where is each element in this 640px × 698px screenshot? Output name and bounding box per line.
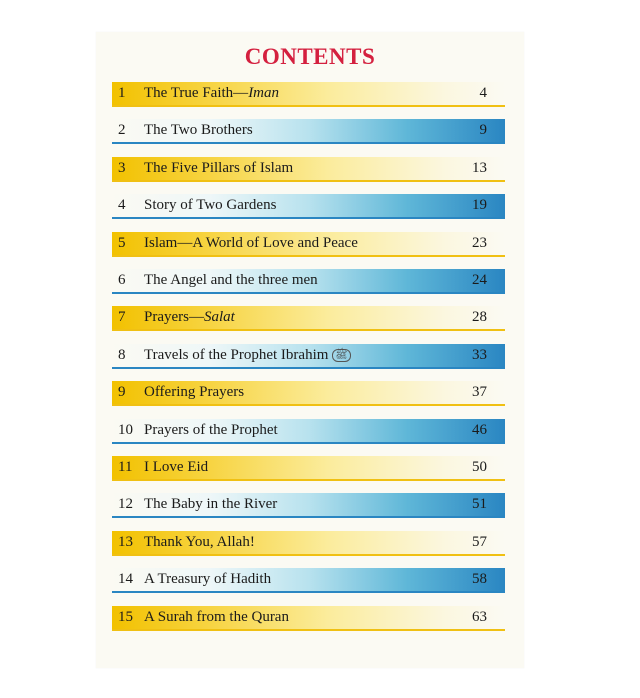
toc-entry bbox=[112, 306, 505, 331]
toc-entry bbox=[112, 344, 505, 369]
toc-entry-title bbox=[144, 609, 289, 626]
toc-entry-title-text: A Surah from the Quran bbox=[144, 608, 289, 625]
toc-entry-page-number: 4 bbox=[479, 85, 487, 101]
toc-entry-number: 1 bbox=[118, 85, 126, 101]
toc-entry bbox=[112, 82, 505, 107]
toc-entry bbox=[112, 381, 505, 406]
toc-entry-title-text: The True Faith— bbox=[144, 85, 249, 101]
toc-entry bbox=[112, 157, 505, 182]
toc-entry-title-italic: Salat bbox=[204, 309, 235, 326]
toc-entry-page-number: 33 bbox=[472, 346, 487, 363]
toc-entry-page-number: 46 bbox=[472, 421, 487, 438]
toc-entry-title-text: I Love Eid bbox=[144, 459, 209, 475]
toc-entry-title-text: A Treasury of Hadith bbox=[144, 571, 272, 588]
toc-entry-title-text: Prayers of the Prophet bbox=[144, 421, 278, 438]
toc-entry-title-text: Story of Two Gardens bbox=[144, 197, 277, 214]
toc-entry-number: 7 bbox=[118, 309, 126, 326]
page-title: CONTENTS bbox=[244, 44, 376, 69]
toc-entry-title bbox=[144, 309, 235, 326]
toc-entry bbox=[112, 194, 505, 219]
toc-entry-page-number: 37 bbox=[472, 384, 487, 401]
toc-entry-title bbox=[144, 85, 279, 102]
toc-entry-page-number: 58 bbox=[472, 571, 487, 588]
toc-entry-title bbox=[144, 122, 253, 139]
toc-entry-page-number: 50 bbox=[472, 459, 487, 475]
toc-entry-title-text: The Angel and the three men bbox=[144, 272, 318, 288]
toc-entry-page-number: 13 bbox=[472, 159, 487, 176]
toc-entry-number: 8 bbox=[118, 346, 126, 363]
toc-entry-page-number: 28 bbox=[472, 309, 487, 326]
toc-entry-number: 10 bbox=[118, 421, 133, 438]
toc-entry-number: 5 bbox=[118, 234, 126, 251]
toc-entry-page-number: 24 bbox=[472, 272, 487, 288]
toc-entry-title bbox=[144, 534, 255, 551]
toc-entry-title bbox=[144, 496, 277, 513]
toc-entry-title bbox=[144, 272, 318, 289]
toc-entry-title-italic: Iman bbox=[248, 85, 280, 101]
toc-entry-title bbox=[144, 422, 278, 439]
toc-entry-number: 11 bbox=[118, 459, 133, 475]
toc-entry-number: 15 bbox=[118, 608, 133, 625]
honorific-symbol: ﷺ bbox=[332, 349, 350, 362]
toc-entry-title-text: The Two Brothers bbox=[144, 122, 253, 139]
toc-entry bbox=[112, 119, 505, 144]
toc-entry-page-number: 57 bbox=[472, 533, 487, 550]
toc-entry-number: 12 bbox=[118, 496, 133, 513]
toc-entry-number: 3 bbox=[118, 159, 126, 176]
toc-entry bbox=[112, 269, 505, 294]
toc-entry-title-text: Travels of the Prophet Ibrahim bbox=[144, 346, 329, 363]
toc-entry-title bbox=[144, 235, 358, 252]
toc-entry bbox=[112, 531, 505, 556]
toc-entry-page-number: 23 bbox=[472, 234, 487, 251]
toc-entry-page-number: 9 bbox=[479, 122, 487, 139]
toc-entry-title bbox=[144, 160, 293, 177]
toc-entry bbox=[112, 419, 505, 444]
toc-entry bbox=[112, 232, 505, 257]
toc-entry-page-number: 63 bbox=[472, 608, 487, 625]
toc-entry bbox=[112, 568, 505, 593]
toc-entry bbox=[112, 456, 505, 481]
toc-entry-page-number: 19 bbox=[472, 197, 487, 214]
toc-entry-page-number: 51 bbox=[472, 496, 487, 513]
toc-entry-number: 9 bbox=[118, 384, 126, 401]
toc-entry-number: 4 bbox=[118, 197, 126, 214]
toc-entry bbox=[112, 493, 505, 518]
toc-entry-title-text: The Baby in the River bbox=[144, 496, 278, 513]
toc-entry-number: 6 bbox=[118, 272, 126, 288]
toc-entry-title bbox=[144, 571, 271, 588]
toc-entry-title bbox=[144, 384, 244, 401]
toc-entry-title bbox=[144, 347, 351, 364]
toc-entry-title-text: Islam—A World of Love and Peace bbox=[144, 234, 358, 251]
toc-entry-number: 13 bbox=[118, 533, 133, 550]
toc-entry-title bbox=[144, 197, 276, 214]
contents-page bbox=[96, 32, 524, 668]
toc-entry-title-text: Prayers— bbox=[144, 309, 204, 326]
toc-entry-title-text: Offering Prayers bbox=[144, 384, 245, 401]
toc-entry-number: 2 bbox=[118, 122, 126, 139]
toc-entry-title bbox=[144, 459, 208, 476]
toc-entry bbox=[112, 606, 505, 631]
toc-entry-title-text: The Five Pillars of Islam bbox=[144, 159, 294, 176]
toc-entry-number: 14 bbox=[118, 571, 133, 588]
toc-entry-title-text: Thank You, Allah! bbox=[144, 533, 255, 550]
